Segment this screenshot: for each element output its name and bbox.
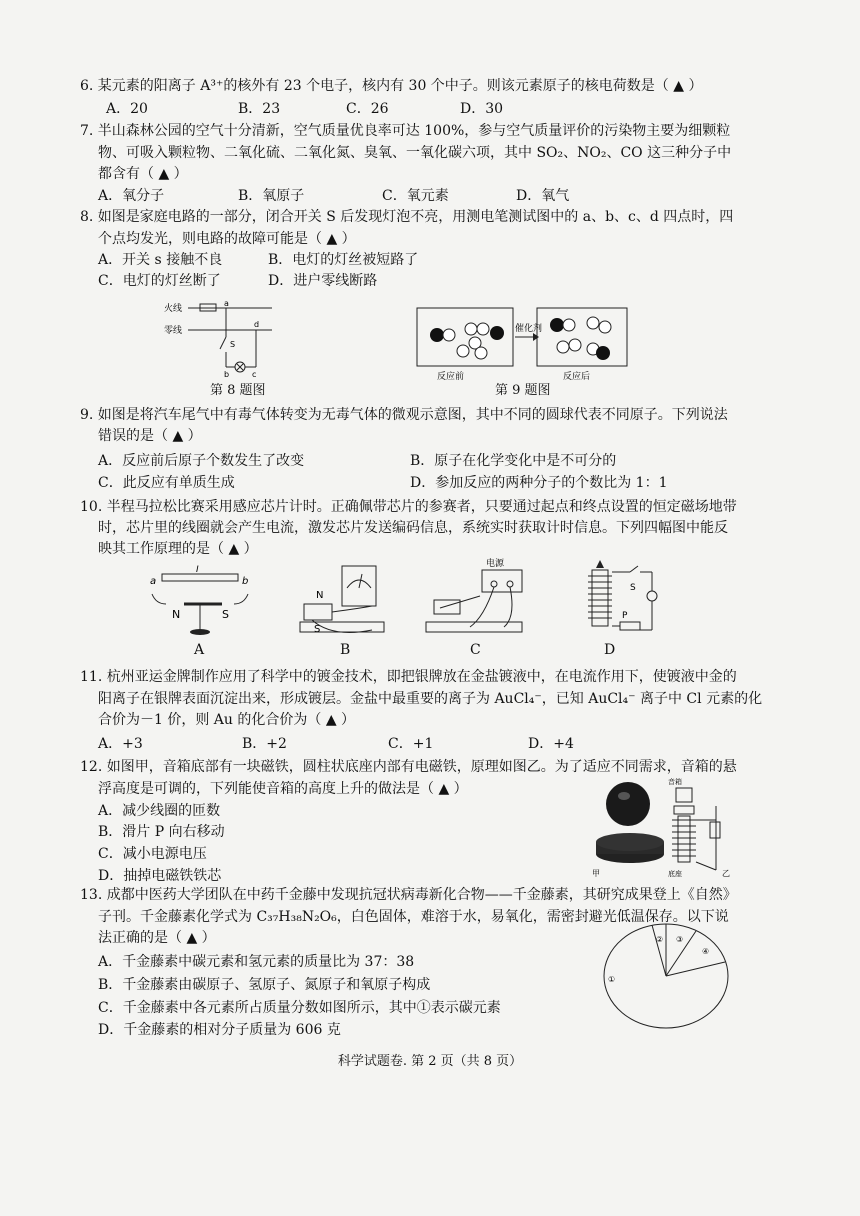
fig-base-label: 底座 bbox=[668, 870, 682, 878]
fig-c-power: 电源 bbox=[486, 559, 505, 569]
pie-label-1: ① bbox=[608, 975, 616, 984]
q7-stem-1: 7. 半山森林公园的空气十分清新，空气质量优良率可达 100%，参与空气质量评价的污染物主要为细颗粒 bbox=[80, 123, 731, 139]
fig-a-n: N bbox=[172, 608, 181, 621]
q7-option-b: B．氧原子 bbox=[238, 188, 305, 204]
fig-a-b: b bbox=[242, 576, 249, 587]
q13-option-c: C．千金藤素中各元素所占质量分数如图所示，其中①表示碳元素 bbox=[98, 1000, 501, 1016]
q9-option-b: B．原子在化学变化中是不可分的 bbox=[410, 453, 617, 469]
q13-option-d: D．千金藤素的相对分子质量为 606 克 bbox=[98, 1022, 341, 1038]
q12-option-d: D．抽掉电磁铁铁芯 bbox=[98, 868, 222, 884]
q7-option-c: C．氧元素 bbox=[382, 188, 449, 204]
q9-option-d: D．参加反应的两种分子的个数比为 1：1 bbox=[410, 475, 668, 491]
page-footer: 科学试题卷. 第 2 页（共 8 页） bbox=[337, 1054, 523, 1069]
switch-s-label: S bbox=[230, 340, 236, 349]
fig-yi-label: 乙 bbox=[722, 869, 730, 878]
q13-pie-chart bbox=[600, 920, 732, 1032]
fire-line-label: 火线 bbox=[164, 304, 183, 314]
point-d-label: d bbox=[254, 320, 260, 329]
q6-stem: 6. 某元素的阳离子 A³⁺的核外有 23 个电子，核内有 30 个中子。则该元素原子的核电荷数是（ ▲ ） bbox=[80, 78, 703, 94]
q10-label-a: A bbox=[194, 642, 205, 658]
q8-caption: 第 8 题图 bbox=[210, 383, 266, 398]
q13-stem-2: 子刊。千金藤素化学式为 C₃₇H₃₈N₂O₆，白色固体，难溶于水，易氧化，需密封避光低温保存。以下说 bbox=[98, 909, 729, 925]
q12-option-b: B．滑片 P 向右移动 bbox=[98, 824, 225, 840]
q7-stem-2: 物、可吸入颗粒物、二氧化硫、二氧化氮、臭氧、一氧化碳六项，其中 SO₂、NO₂、CO 这三种分子中 bbox=[98, 145, 732, 161]
q6-option-d: D．30 bbox=[460, 101, 504, 117]
q9-caption: 第 9 题图 bbox=[495, 383, 551, 398]
q10-label-c: C bbox=[470, 642, 481, 658]
pie-label-2: ② bbox=[656, 935, 664, 944]
fig-b-s: S bbox=[314, 624, 321, 635]
q13-option-b: B．千金藤素由碳原子、氢原子、氮原子和氧原子构成 bbox=[98, 977, 431, 993]
q11-option-a: A．+3 bbox=[98, 736, 143, 752]
q8-option-a: A．开关 s 接触不良 bbox=[98, 252, 223, 268]
q12-option-c: C．减小电源电压 bbox=[98, 846, 207, 862]
q11-stem-3: 合价为－1 价，则 Au 的化合价为（ ▲ ） bbox=[98, 712, 356, 728]
q10-figure-c bbox=[420, 556, 530, 640]
q13-stem-1: 13. 成都中医药大学团队在中药千金藤中发现抗冠状病毒新化合物——千金藤素，其研究成果登上《自然》 bbox=[80, 887, 737, 903]
point-b-label: b bbox=[224, 370, 230, 379]
q12-stem-1: 12. 如图甲，音箱底部有一块磁铁，圆柱状底座内部有电磁铁，原理如图乙。为了适应不同需求，音箱的悬 bbox=[80, 759, 737, 775]
q9-option-a: A．反应前后原子个数发生了改变 bbox=[98, 453, 305, 469]
q11-option-b: B．+2 bbox=[242, 736, 287, 752]
q10-label-d: D bbox=[604, 642, 616, 658]
q8-stem-2: 个点均发光，则电路的故障可能是（ ▲ ） bbox=[98, 231, 356, 247]
q7-option-d: D．氧气 bbox=[516, 188, 570, 204]
q8-option-b: B．电灯的灯丝被短路了 bbox=[268, 252, 419, 268]
point-c-label: c bbox=[252, 370, 257, 379]
q7-stem-3: 都含有（ ▲ ） bbox=[98, 166, 188, 182]
q10-figure-a bbox=[140, 558, 260, 638]
q10-stem-1: 10. 半程马拉松比赛采用感应芯片计时。正确佩带芯片的参赛者，只要通过起点和终点设置的恒定磁场地带 bbox=[80, 499, 737, 515]
pie-label-3: ③ bbox=[676, 935, 684, 944]
q8-circuit-figure bbox=[160, 297, 280, 379]
q9-stem-2: 错误的是（ ▲ ） bbox=[98, 428, 202, 444]
q10-figure-d bbox=[574, 556, 664, 640]
fig-a-i: I bbox=[196, 565, 199, 575]
q10-label-b: B bbox=[340, 642, 351, 658]
catalyst-label: 催化剂 bbox=[515, 324, 543, 334]
fig-a-a: a bbox=[150, 576, 157, 587]
pie-label-4: ④ bbox=[702, 947, 710, 956]
before-label: 反应前 bbox=[437, 372, 465, 382]
zero-line-label: 零线 bbox=[164, 326, 183, 336]
fig-speaker-label: 音箱 bbox=[668, 778, 682, 786]
q9-reaction-figure bbox=[415, 303, 633, 383]
q11-stem-1: 11. 杭州亚运金牌制作应用了科学中的镀金技术，即把银牌放在金盐镀液中，在电流作用下，使镀液中金的 bbox=[80, 669, 737, 685]
q6-option-b: B．23 bbox=[238, 101, 281, 117]
q6-option-c: C．26 bbox=[346, 101, 389, 117]
fig-d-s: S bbox=[630, 583, 636, 593]
q9-stem-1: 9. 如图是将汽车尾气中有毒气体转变为无毒气体的微观示意图，其中不同的圆球代表不同原子。下列说法 bbox=[80, 407, 728, 423]
q6-option-a: A．20 bbox=[106, 101, 148, 117]
fig-jia-label: 甲 bbox=[592, 869, 600, 878]
q8-stem-1: 8. 如图是家庭电路的一部分，闭合开关 S 后发现灯泡不亮，用测电笔测试图中的 a、b、c、d 四点时，四 bbox=[80, 209, 734, 225]
fig-b-n: N bbox=[316, 590, 324, 601]
q8-option-d: D．进户零线断路 bbox=[268, 273, 378, 289]
fig-d-p: P bbox=[622, 611, 628, 621]
q11-option-d: D．+4 bbox=[528, 736, 574, 752]
q12-speaker-figure bbox=[590, 776, 740, 882]
point-a-label: a bbox=[224, 299, 229, 308]
q8-option-c: C．电灯的灯丝断了 bbox=[98, 273, 221, 289]
q10-stem-3: 映其工作原理的是（ ▲ ） bbox=[98, 541, 258, 557]
q13-option-a: A．千金藤素中碳元素和氢元素的质量比为 37：38 bbox=[98, 954, 415, 970]
q11-option-c: C．+1 bbox=[388, 736, 434, 752]
q12-option-a: A．减少线圈的匝数 bbox=[98, 803, 221, 819]
q12-stem-2: 浮高度是可调的，下列能使音箱的高度上升的做法是（ ▲ ） bbox=[98, 781, 468, 797]
q7-option-a: A．氧分子 bbox=[98, 188, 165, 204]
q11-stem-2: 阳离子在银牌表面沉淀出来，形成镀层。金盐中最重要的离子为 AuCl₄⁻，已知 AuCl₄⁻ 离子中 Cl 元素的化 bbox=[98, 691, 763, 707]
q9-option-c: C．此反应有单质生成 bbox=[98, 475, 235, 491]
fig-a-s: S bbox=[222, 608, 229, 621]
q10-stem-2: 时，芯片里的线圈就会产生电流，激发芯片发送编码信息，系统实时获取计时信息。下列四幅图中能反 bbox=[98, 520, 728, 536]
q10-figure-b bbox=[292, 558, 392, 640]
q13-stem-3: 法正确的是（ ▲ ） bbox=[98, 930, 216, 946]
after-label: 反应后 bbox=[563, 372, 591, 382]
